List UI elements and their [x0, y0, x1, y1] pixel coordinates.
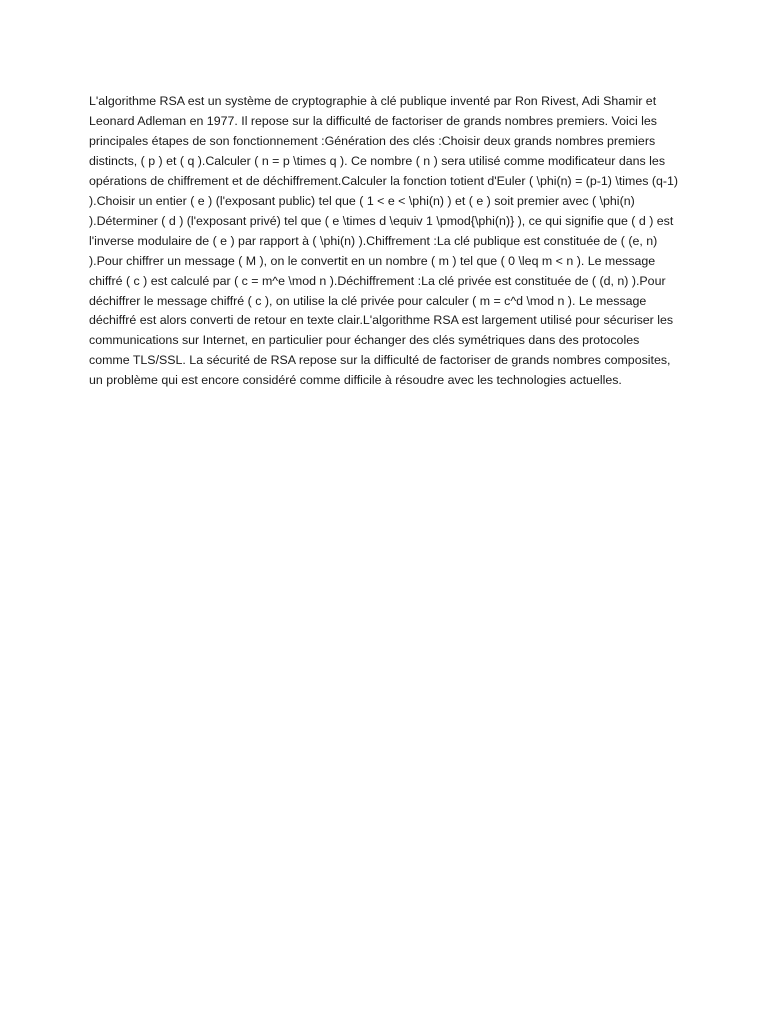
- document-paragraph: L'algorithme RSA est un système de cryptographie à clé publique inventé par Ron Rivest, Adi Shamir et Leonard Adleman en 1977. Il repose sur la difficulté de factoriser de grands nombres premiers. Voici les principales étapes de son fonctionnement :Génération des clés :Choisir deux grands nombres premiers distincts, ( p ) et ( q ).Calculer ( n = p \times q ). Ce nombre ( n ) sera utilisé comme modificateur dans les opérations de chiffrement et de déchiffrement.Calculer la fonction totient d'Euler ( \phi(n) = (p-1) \times (q-1) ).Choisir un entier ( e ) (l'exposant public) tel que ( 1 < e < \phi(n) ) et ( e ) soit premier avec ( \phi(n) ).Déterminer ( d ) (l'exposant privé) tel que ( e \times d \equiv 1 \pmod{\phi(n)} ), ce qui signifie que ( d ) est l'inverse modulaire de ( e ) par rapport à ( \phi(n) ).Chiffrement :La clé publique est constituée de ( (e, n) ).Pour chiffrer un message ( M ), on le convertit en un nombre ( m ) tel que ( 0 \leq m < n ). Le message chiffré ( c ) est calculé par ( c = m^e \mod n ).Déchiffrement :La clé privée est constituée de ( (d, n) ).Pour déchiffrer le message chiffré ( c ), on utilise la clé privée pour calculer ( m = c^d \mod n ). Le message déchiffré est alors converti de retour en texte clair.L'algorithme RSA est largement utilisé pour sécuriser les communications sur Internet, en particulier pour échanger des clés symétriques dans des protocoles comme TLS/SSL. La sécurité de RSA repose sur la difficulté de factoriser de grands nombres composites, un problème qui est encore considéré comme difficile à résoudre avec les technologies actuelles.: [89, 94, 679, 388]
